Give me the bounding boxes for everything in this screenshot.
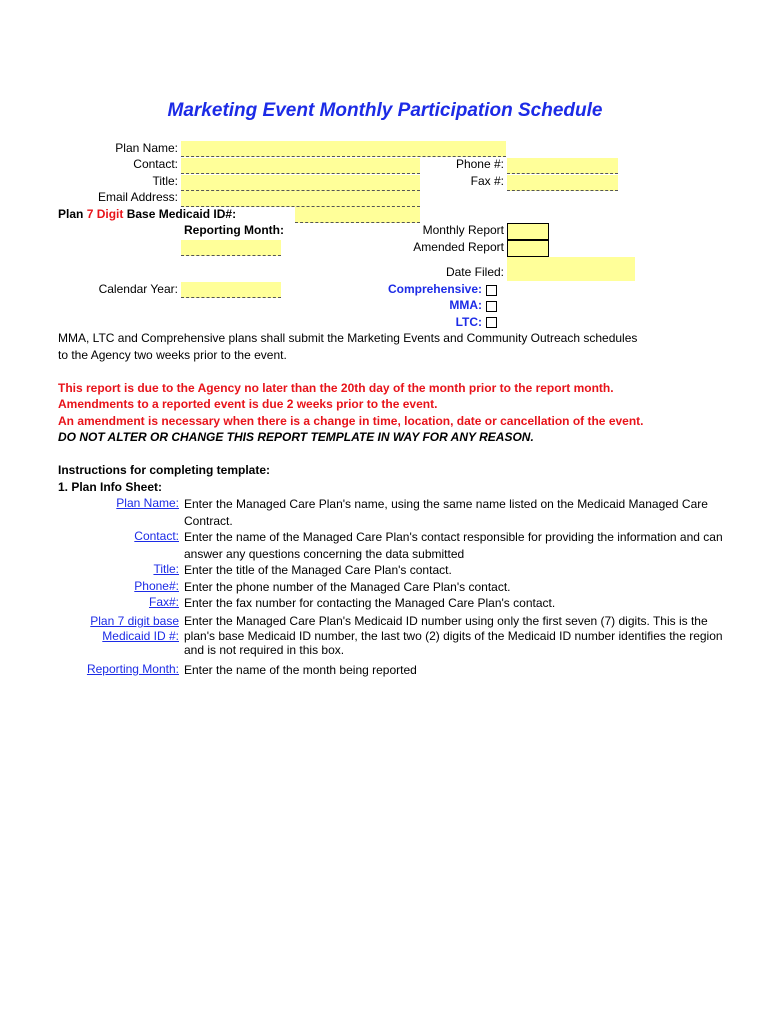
title-label: Title: <box>152 174 178 188</box>
notice-do-not-alter: DO NOT ALTER OR CHANGE THIS REPORT TEMPLATE IN WAY FOR ANY REASON. <box>58 430 534 444</box>
plan-id-label: Plan 7 Digit Base Medicaid ID#: <box>58 207 237 221</box>
comprehensive-checkbox[interactable] <box>486 285 497 296</box>
title-field[interactable] <box>181 175 420 191</box>
phone-field[interactable] <box>507 158 618 174</box>
instructions-section: 1. Plan Info Sheet: <box>58 480 163 494</box>
contact-label: Contact: <box>133 157 178 171</box>
plan-id-field[interactable] <box>295 207 420 223</box>
plan-name-field[interactable] <box>181 141 506 157</box>
comprehensive-label: Comprehensive: <box>387 282 482 296</box>
instructions-heading: Instructions for completing template: <box>58 463 271 477</box>
instr-term-plan-name[interactable]: Plan Name: <box>116 496 179 510</box>
monthly-report-box[interactable] <box>507 223 549 240</box>
instr-text-phone: Enter the phone number of the Managed Care Plan's contact. <box>184 580 511 594</box>
instr-text-plan-id: Enter the Managed Care Plan's Medicaid ID number using only the first seven (7) digits. This is the plan's base Medicaid ID number, the last two (2) digits of the Medicaid ID number identifies the region and is not required in this box. <box>184 614 723 657</box>
instr-text-fax: Enter the fax number for contacting the Managed Care Plan's contact. <box>184 596 556 610</box>
instr-text-contact: Enter the name of the Managed Care Plan's contact responsible for providing the information and can answer any questions concerning the data submitted <box>184 530 723 561</box>
instr-term-plan-id-line2[interactable]: Medicaid ID #: <box>102 629 179 643</box>
date-filed-label: Date Filed: <box>445 265 504 279</box>
ltc-checkbox[interactable] <box>486 317 497 328</box>
plan-name-label: Plan Name: <box>115 141 178 155</box>
amended-report-box[interactable] <box>507 240 549 257</box>
instr-term-reporting-month[interactable]: Reporting Month: <box>86 662 179 676</box>
page-title: Marketing Event Monthly Participation Schedule <box>167 100 603 121</box>
instr-text-title: Enter the title of the Managed Care Plan's contact. <box>184 563 452 577</box>
amended-report-label: Amended Report <box>413 240 504 254</box>
phone-label: Phone #: <box>455 157 504 171</box>
notice-amendment-due: Amendments to a reported event is due 2 weeks prior to the event. <box>58 397 438 411</box>
notice-amendment-needed: An amendment is necessary when there is a change in time, location, date or cancellation of the event. <box>58 414 644 428</box>
fax-label: Fax #: <box>470 174 504 188</box>
calendar-year-field[interactable] <box>181 282 281 298</box>
instr-term-title[interactable]: Title: <box>153 562 179 576</box>
intro-line-2: to the Agency two weeks prior to the event. <box>58 348 287 362</box>
monthly-report-label: Monthly Report <box>422 223 504 237</box>
instr-term-contact[interactable]: Contact: <box>134 529 179 543</box>
mma-checkbox[interactable] <box>486 301 497 312</box>
intro-line-1: MMA, LTC and Comprehensive plans shall submit the Marketing Events and Community Outreach schedules <box>58 331 638 345</box>
fax-field[interactable] <box>507 175 618 191</box>
email-label: Email Address: <box>97 190 178 204</box>
reporting-month-field[interactable] <box>181 240 281 256</box>
plan-id-red-text: 7 Digit <box>86 207 124 221</box>
email-field[interactable] <box>181 191 420 207</box>
mma-label: MMA: <box>449 298 482 312</box>
ltc-label: LTC: <box>455 315 482 329</box>
contact-field[interactable] <box>181 158 420 174</box>
reporting-month-label: Reporting Month: <box>184 223 284 237</box>
notice-due-date: This report is due to the Agency no later than the 20th day of the month prior to the report month. <box>58 381 614 395</box>
calendar-year-label: Calendar Year: <box>98 282 178 296</box>
date-filed-field[interactable] <box>507 257 635 281</box>
instr-term-plan-id-line1[interactable]: Plan 7 digit base <box>90 614 179 628</box>
instr-term-phone[interactable]: Phone#: <box>134 579 179 593</box>
instr-text-reporting-month: Enter the name of the month being reported <box>184 663 417 677</box>
instr-text-plan-name: Enter the Managed Care Plan's name, using the same name listed on the Medicaid Managed Care Contract. <box>184 497 708 528</box>
instr-term-fax[interactable]: Fax#: <box>148 595 179 609</box>
